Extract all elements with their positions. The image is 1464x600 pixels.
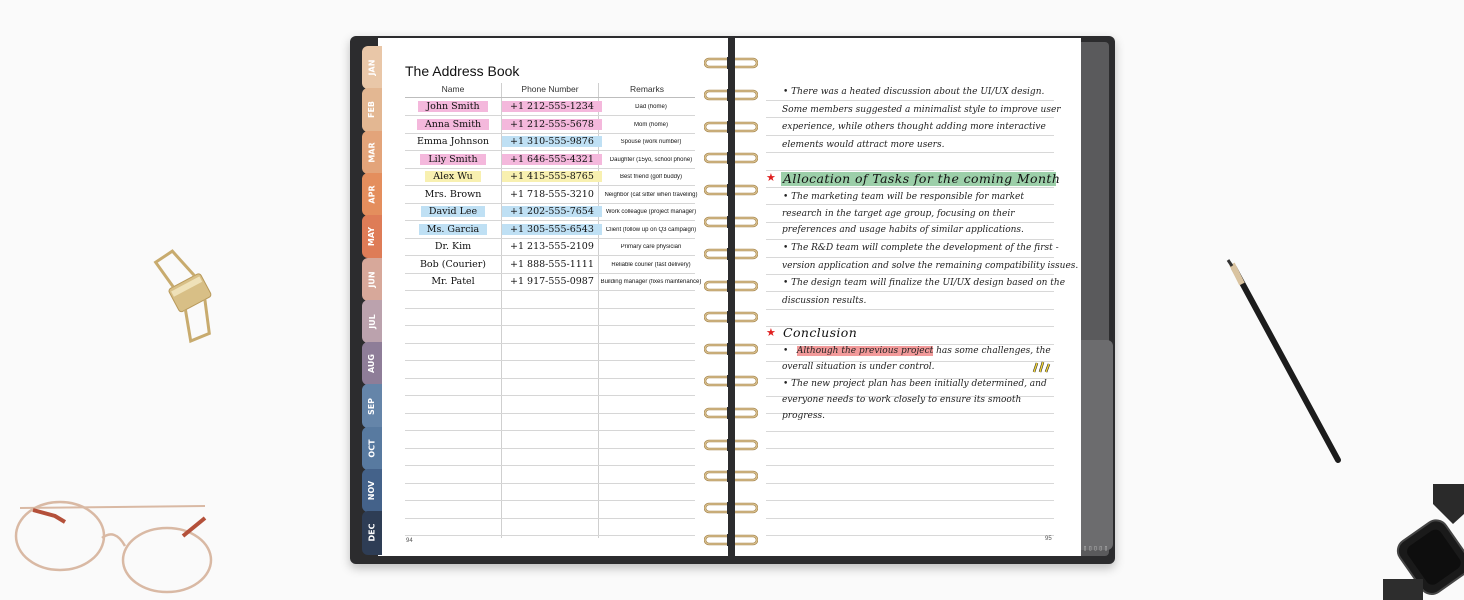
table-row-line bbox=[405, 465, 695, 466]
column-header-remarks: Remarks bbox=[629, 84, 664, 94]
month-tab-mar[interactable] bbox=[362, 131, 382, 174]
page-number-left: 94 bbox=[406, 538, 413, 544]
ruled-line bbox=[766, 483, 1054, 484]
month-tab-label: SEP bbox=[367, 397, 377, 415]
contact-remarks: Daughter (15yo, school phone) bbox=[609, 156, 693, 163]
sparkle-doodle-icon bbox=[1032, 360, 1052, 374]
contact-remarks: Building manager (fixes maintenance) bbox=[600, 279, 702, 285]
contact-remarks: Dad (home) bbox=[635, 104, 667, 110]
contact-remarks: Neighbor (cat sitter when traveling) bbox=[604, 191, 698, 198]
table-row-line bbox=[405, 150, 695, 151]
table-row-line bbox=[405, 185, 695, 186]
month-tab-apr[interactable] bbox=[362, 173, 382, 216]
month-tab-feb[interactable] bbox=[362, 88, 382, 131]
ruled-line bbox=[766, 117, 1054, 118]
contact-remarks: Best friend (golf buddy) bbox=[619, 174, 683, 180]
contact-phone-text: +1 310-555-9876 bbox=[502, 136, 602, 147]
column-divider bbox=[501, 83, 502, 538]
contact-name bbox=[405, 189, 501, 200]
contact-phone-text: +1 917-555-0987 bbox=[510, 276, 594, 287]
spiral-ring bbox=[704, 118, 758, 130]
table-row-line bbox=[405, 115, 695, 116]
table-row-line bbox=[405, 168, 695, 169]
month-tab-dec[interactable] bbox=[362, 511, 382, 554]
month-tab-aug[interactable] bbox=[362, 342, 382, 385]
contact-name bbox=[405, 136, 501, 147]
table-row-line bbox=[405, 203, 695, 204]
contact-phone bbox=[502, 119, 598, 130]
table-row-line bbox=[405, 535, 695, 536]
table-row-line bbox=[405, 430, 695, 431]
table-row-line bbox=[405, 395, 695, 396]
section-heading-tasks: Allocation of Tasks for the coming Month bbox=[783, 171, 1061, 186]
spiral-ring bbox=[704, 213, 758, 225]
note-text: has some challenges, the bbox=[933, 346, 1051, 356]
month-tab-jun[interactable] bbox=[362, 258, 382, 301]
contact-phone-text: +1 415-555-8765 bbox=[502, 171, 602, 182]
contact-phone-text: +1 646-555-4321 bbox=[502, 154, 602, 165]
note-line: • Although the previous project has some challenges, the bbox=[783, 346, 1051, 356]
spiral-ring bbox=[704, 54, 758, 66]
column-header-phone: Phone Number bbox=[521, 84, 579, 94]
month-tab-label: JAN bbox=[367, 59, 377, 76]
contact-phone bbox=[502, 206, 598, 217]
table-row-line bbox=[405, 308, 695, 309]
page-number-right: 95 bbox=[1045, 536, 1052, 542]
ruled-line bbox=[766, 448, 1054, 449]
month-tab-jan[interactable] bbox=[362, 46, 382, 89]
contact-name-text: Bob (Courier) bbox=[419, 258, 487, 270]
ruled-line bbox=[766, 309, 1054, 310]
ruled-line bbox=[766, 100, 1054, 101]
table-row-line bbox=[405, 325, 695, 326]
note-line: research in the target age group, focusing on their bbox=[782, 209, 1015, 219]
contact-remarks: Client (follow up on Q3 campaign) bbox=[605, 226, 697, 233]
note-line: preferences and usage habits of similar applications. bbox=[782, 225, 1024, 235]
spiral-ring bbox=[704, 181, 758, 193]
ruled-line bbox=[766, 204, 1054, 205]
contact-remarks: Mom (home) bbox=[633, 121, 668, 128]
contact-phone bbox=[502, 276, 598, 287]
table-row-line bbox=[405, 378, 695, 379]
ruled-line bbox=[766, 500, 1054, 501]
spiral-ring bbox=[704, 277, 758, 289]
contact-name bbox=[405, 119, 501, 130]
note-line: • The marketing team will be responsible for market bbox=[783, 192, 1024, 202]
contact-name bbox=[405, 171, 501, 182]
table-row-line bbox=[405, 448, 695, 449]
note-line: • The design team will finalize the UI/UX design based on the bbox=[783, 278, 1066, 288]
note-line: Some members suggested a minimalist style to improve user bbox=[782, 105, 1061, 115]
table-row-line bbox=[405, 220, 695, 221]
column-header-name: Name bbox=[441, 84, 465, 94]
contact-name bbox=[405, 154, 501, 165]
contact-phone bbox=[502, 136, 598, 147]
smartwatch-icon bbox=[1383, 484, 1464, 600]
contact-phone-text: +1 305-555-6543 bbox=[502, 224, 602, 235]
contact-name bbox=[405, 259, 501, 270]
contact-name-text: Alex Wu bbox=[425, 171, 480, 182]
contact-name-text: Ms. Garcia bbox=[419, 224, 487, 235]
ruled-line bbox=[766, 274, 1054, 275]
contact-phone-text: +1 212-555-1234 bbox=[502, 101, 602, 112]
contact-remarks: Reliable courier (fast delivery) bbox=[611, 261, 691, 268]
spiral-ring bbox=[704, 404, 758, 416]
star-icon: ★ bbox=[766, 171, 776, 184]
table-row-line bbox=[405, 518, 695, 519]
ruled-line bbox=[766, 431, 1054, 432]
month-tab-label: AUG bbox=[367, 354, 377, 374]
spiral-ring bbox=[704, 436, 758, 448]
ruled-line bbox=[766, 239, 1054, 240]
contact-name-text: Dr. Kim bbox=[434, 241, 472, 252]
note-line: • The R&D team will complete the development of the first - bbox=[783, 243, 1059, 253]
month-tab-label: FEB bbox=[367, 101, 377, 119]
pencil-icon bbox=[1222, 258, 1348, 468]
month-tab-label: JUL bbox=[367, 314, 377, 329]
contact-name-text: David Lee bbox=[421, 206, 485, 217]
month-tab-label: MAY bbox=[367, 227, 377, 247]
table-row-line bbox=[405, 500, 695, 501]
ruled-line bbox=[766, 465, 1054, 466]
ruled-line bbox=[766, 344, 1054, 345]
contact-phone-text: +1 212-555-5678 bbox=[502, 119, 602, 130]
pocket-flap-tab bbox=[1081, 340, 1113, 550]
contact-name bbox=[405, 241, 501, 252]
glasses-icon bbox=[5, 488, 225, 600]
ruled-line bbox=[766, 291, 1054, 292]
ruled-line bbox=[766, 257, 1054, 258]
ruled-line bbox=[766, 518, 1054, 519]
table-row-line bbox=[405, 290, 695, 291]
table-row-line bbox=[405, 483, 695, 484]
table-row-line bbox=[405, 360, 695, 361]
table-row-line bbox=[405, 343, 695, 344]
binder-clip-icon bbox=[135, 240, 245, 350]
contact-phone-text: +1 202-555-7654 bbox=[502, 206, 602, 217]
month-tab-label: NOV bbox=[367, 480, 377, 501]
contact-name-text: Lily Smith bbox=[420, 154, 485, 165]
month-tab-label: APR bbox=[367, 185, 377, 204]
spiral-ring bbox=[704, 149, 758, 161]
contact-phone bbox=[502, 154, 598, 165]
month-tab-label: MAR bbox=[367, 142, 377, 163]
table-row-line bbox=[405, 273, 695, 274]
month-tab-may[interactable] bbox=[362, 215, 382, 258]
month-tab-label: JUN bbox=[367, 271, 377, 288]
spiral-ring bbox=[704, 308, 758, 320]
contact-name bbox=[405, 224, 501, 235]
column-divider bbox=[598, 83, 599, 538]
note-line: discussion results. bbox=[782, 296, 867, 306]
spiral-ring bbox=[704, 245, 758, 257]
contact-remarks: Primary care physician bbox=[620, 244, 682, 250]
contact-name-text: Anna Smith bbox=[417, 119, 489, 130]
table-row-line bbox=[405, 255, 695, 256]
contact-remarks: Spouse (work number) bbox=[620, 139, 682, 145]
contact-name-text: John Smith bbox=[418, 101, 487, 112]
spiral-ring bbox=[704, 499, 758, 511]
ruled-line bbox=[766, 135, 1054, 136]
table-row-line bbox=[405, 133, 695, 134]
contact-phone bbox=[502, 101, 598, 112]
contact-phone bbox=[502, 224, 598, 235]
note-line: • There was a heated discussion about the UI/UX design. bbox=[783, 87, 1045, 97]
text-highlight: Although the previous project bbox=[796, 346, 934, 356]
star-icon: ★ bbox=[766, 326, 776, 339]
spiral-ring bbox=[704, 531, 758, 543]
note-line: progress. bbox=[782, 411, 825, 421]
month-tab-label: OCT bbox=[367, 439, 377, 458]
page-title: The Address Book bbox=[405, 63, 520, 79]
note-line: overall situation is under control. bbox=[782, 362, 935, 372]
contact-name bbox=[405, 276, 501, 287]
ruled-line bbox=[766, 152, 1054, 153]
flap-dots: ▯▯▯▯▯ bbox=[1083, 544, 1110, 552]
note-line: version application and solve the remaining compatibility issues. bbox=[782, 261, 1079, 271]
month-tab-nov[interactable] bbox=[362, 469, 382, 512]
ruled-line bbox=[766, 222, 1054, 223]
month-tab-sep[interactable] bbox=[362, 384, 382, 427]
table-row-line bbox=[405, 238, 695, 239]
section-heading-conclusion: Conclusion bbox=[783, 325, 858, 340]
ruled-line bbox=[766, 535, 1054, 536]
ruled-line bbox=[766, 187, 1054, 188]
contact-name bbox=[405, 101, 501, 112]
table-row-line bbox=[405, 413, 695, 414]
note-line: everyone needs to work closely to ensure its smooth bbox=[782, 395, 1022, 405]
header-divider bbox=[405, 97, 695, 98]
month-tab-oct[interactable] bbox=[362, 427, 382, 470]
contact-phone bbox=[502, 241, 598, 252]
contact-phone bbox=[502, 171, 598, 182]
month-tab-jul[interactable] bbox=[362, 300, 382, 343]
contact-name-text: Emma Johnson bbox=[416, 136, 490, 147]
spiral-ring bbox=[704, 372, 758, 384]
contact-phone-text: +1 718-555-3210 bbox=[510, 188, 594, 200]
contact-remarks: Work colleague (project manager) bbox=[605, 209, 697, 215]
contact-phone-text: +1 213-555-2109 bbox=[510, 241, 594, 252]
spiral-ring bbox=[704, 340, 758, 352]
note-line: experience, while others thought adding more interactive bbox=[782, 122, 1046, 132]
contact-name-text: Mrs. Brown bbox=[424, 188, 482, 200]
contact-name-text: Mr. Patel bbox=[431, 276, 475, 287]
contact-phone-text: +1 888-555-1111 bbox=[510, 258, 594, 270]
note-line: elements would attract more users. bbox=[782, 140, 945, 150]
contact-name bbox=[405, 206, 501, 217]
spiral-ring bbox=[704, 86, 758, 98]
month-tab-label: DEC bbox=[367, 523, 377, 542]
contact-phone bbox=[502, 189, 598, 200]
contact-phone bbox=[502, 259, 598, 270]
note-line: • The new project plan has been initially determined, and bbox=[783, 379, 1047, 389]
spiral-ring bbox=[704, 467, 758, 479]
